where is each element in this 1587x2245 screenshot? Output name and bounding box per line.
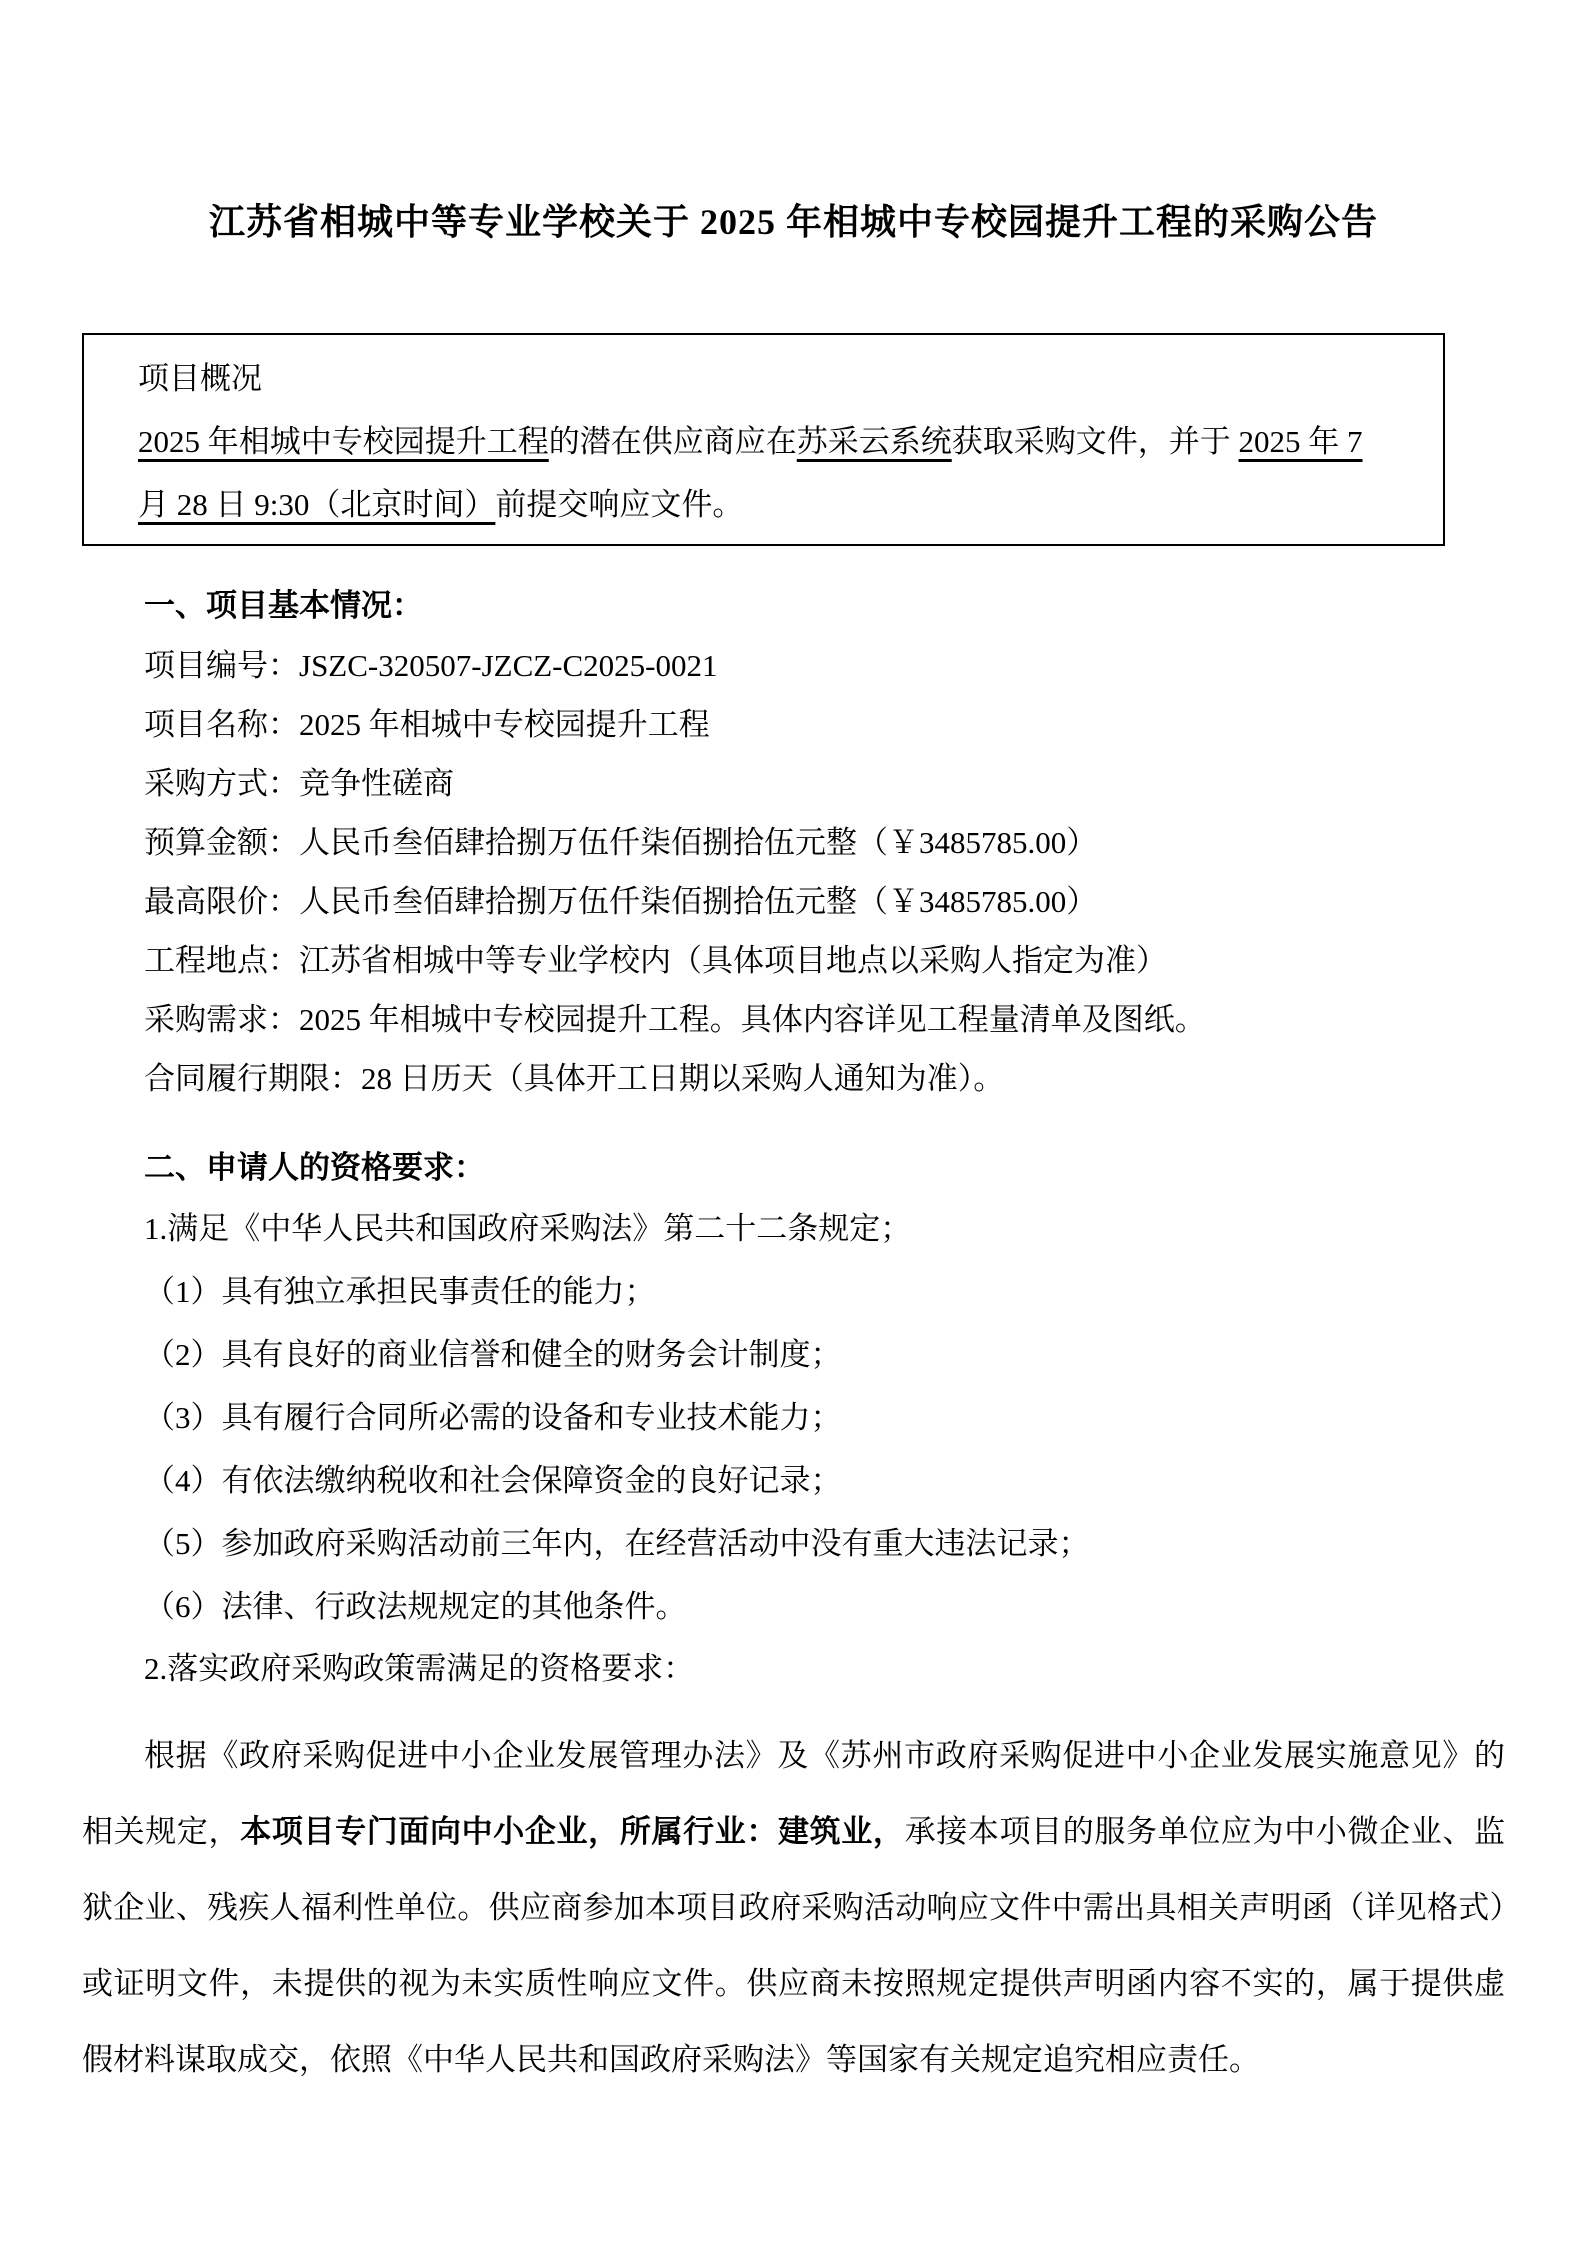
document-body	[0, 333, 1587, 2098]
section1-heading: 一、项目基本情况：	[144, 588, 423, 623]
field-label: 采购方式：	[144, 766, 299, 801]
field-label: 工程地点：	[144, 943, 299, 978]
policy-bold-emphasis: 本项目专门面向中小企业，所属行业：建筑业，	[240, 1814, 905, 1849]
field-contract-period	[82, 1049, 1505, 1108]
field-procurement-method	[82, 754, 1505, 813]
field-value: 2025 年相城中专校园提升工程。具体内容详见工程量清单及图纸。	[299, 1002, 1206, 1037]
qualification-item-6: （6）法律、行政法规规定的其他条件。	[144, 1589, 687, 1624]
field-label: 合同履行期限：	[144, 1061, 361, 1096]
overview-heading: 项目概况	[138, 361, 262, 396]
qualification-item-3: （3）具有履行合同所必需的设备和专业技术能力；	[144, 1400, 842, 1435]
submit-text: 前提交响应文件。	[495, 487, 744, 522]
field-label: 项目名称：	[144, 707, 299, 742]
overview-box	[82, 333, 1445, 546]
field-procurement-demand	[82, 990, 1505, 1049]
document-title: 江苏省相城中等专业学校关于 2025 年相城中专校园提升工程的采购公告	[208, 202, 1378, 242]
policy-paragraph	[82, 1718, 1505, 2098]
field-project-number	[82, 636, 1505, 695]
field-label: 项目编号：	[144, 648, 299, 683]
qualification-item-5: （5）参加政府采购活动前三年内，在经营活动中没有重大违法记录；	[144, 1526, 1090, 1561]
qualification-item-2: （2）具有良好的商业信誉和健全的财务会计制度；	[144, 1337, 842, 1372]
deadline-underlined: 2025 年 7 月 28 日 9:30（北京时间）	[138, 424, 1363, 522]
field-label: 最高限价：	[144, 884, 299, 919]
overview-paragraph	[138, 410, 1391, 536]
field-label: 预算金额：	[144, 825, 299, 860]
clause-law-requirement: 1.满足《中华人民共和国政府采购法》第二十二条规定；	[144, 1211, 912, 1246]
supplier-text: 的潜在供应商应在	[548, 424, 797, 459]
clause-policy-requirement: 2.落实政府采购政策需满足的资格要求：	[144, 1651, 695, 1686]
field-project-location	[82, 931, 1505, 990]
field-value: 人民币叁佰肆拾捌万伍仟柒佰捌拾伍元整（￥3485785.00）	[299, 884, 1098, 919]
field-value: 2025 年相城中专校园提升工程	[299, 707, 710, 742]
obtain-text: 获取采购文件，并于	[951, 424, 1239, 459]
project-name-underlined: 2025 年相城中专校园提升工程	[138, 424, 549, 459]
field-value: 江苏省相城中等专业学校内（具体项目地点以采购人指定为准）	[299, 943, 1167, 978]
policy-lead-text: 根据《政府采购促进中小企业发展管理办法》及《苏州市政府采购促进中小企业发展实施意见》的相关规定，	[82, 1738, 1505, 1849]
policy-rest-text: 承接本项目的服务单位应为中小微企业、监狱企业、残疾人福利性单位。供应商参加本项目政府采购活动响应文件中需出具相关声明函（详见格式）或证明文件，未提供的视为未实质性响应文件。供应商未按照规定提供声明函内容不实的，属于提供虚假材料谋取成交，依照《中华人民共和国政府采购法》等国家有关规定追究相应责任。	[82, 1814, 1506, 2077]
platform-name-underlined: 苏采云系统	[796, 424, 952, 459]
field-label: 采购需求：	[144, 1002, 299, 1037]
field-project-name	[82, 695, 1505, 754]
field-value: 人民币叁佰肆拾捌万伍仟柒佰捌拾伍元整（￥3485785.00）	[299, 825, 1098, 860]
field-max-price	[82, 872, 1505, 931]
section2-heading: 二、申请人的资格要求：	[144, 1150, 485, 1185]
field-value: 28 日历天（具体开工日期以采购人通知为准）。	[361, 1061, 1005, 1096]
field-value: 竞争性磋商	[299, 766, 454, 801]
qualification-item-1: （1）具有独立承担民事责任的能力；	[144, 1274, 656, 1309]
qualification-item-4: （4）有依法缴纳税收和社会保障资金的良好记录；	[144, 1463, 842, 1498]
field-budget-amount	[82, 813, 1505, 872]
field-value: JSZC-320507-JZCZ-C2025-0021	[299, 648, 718, 683]
